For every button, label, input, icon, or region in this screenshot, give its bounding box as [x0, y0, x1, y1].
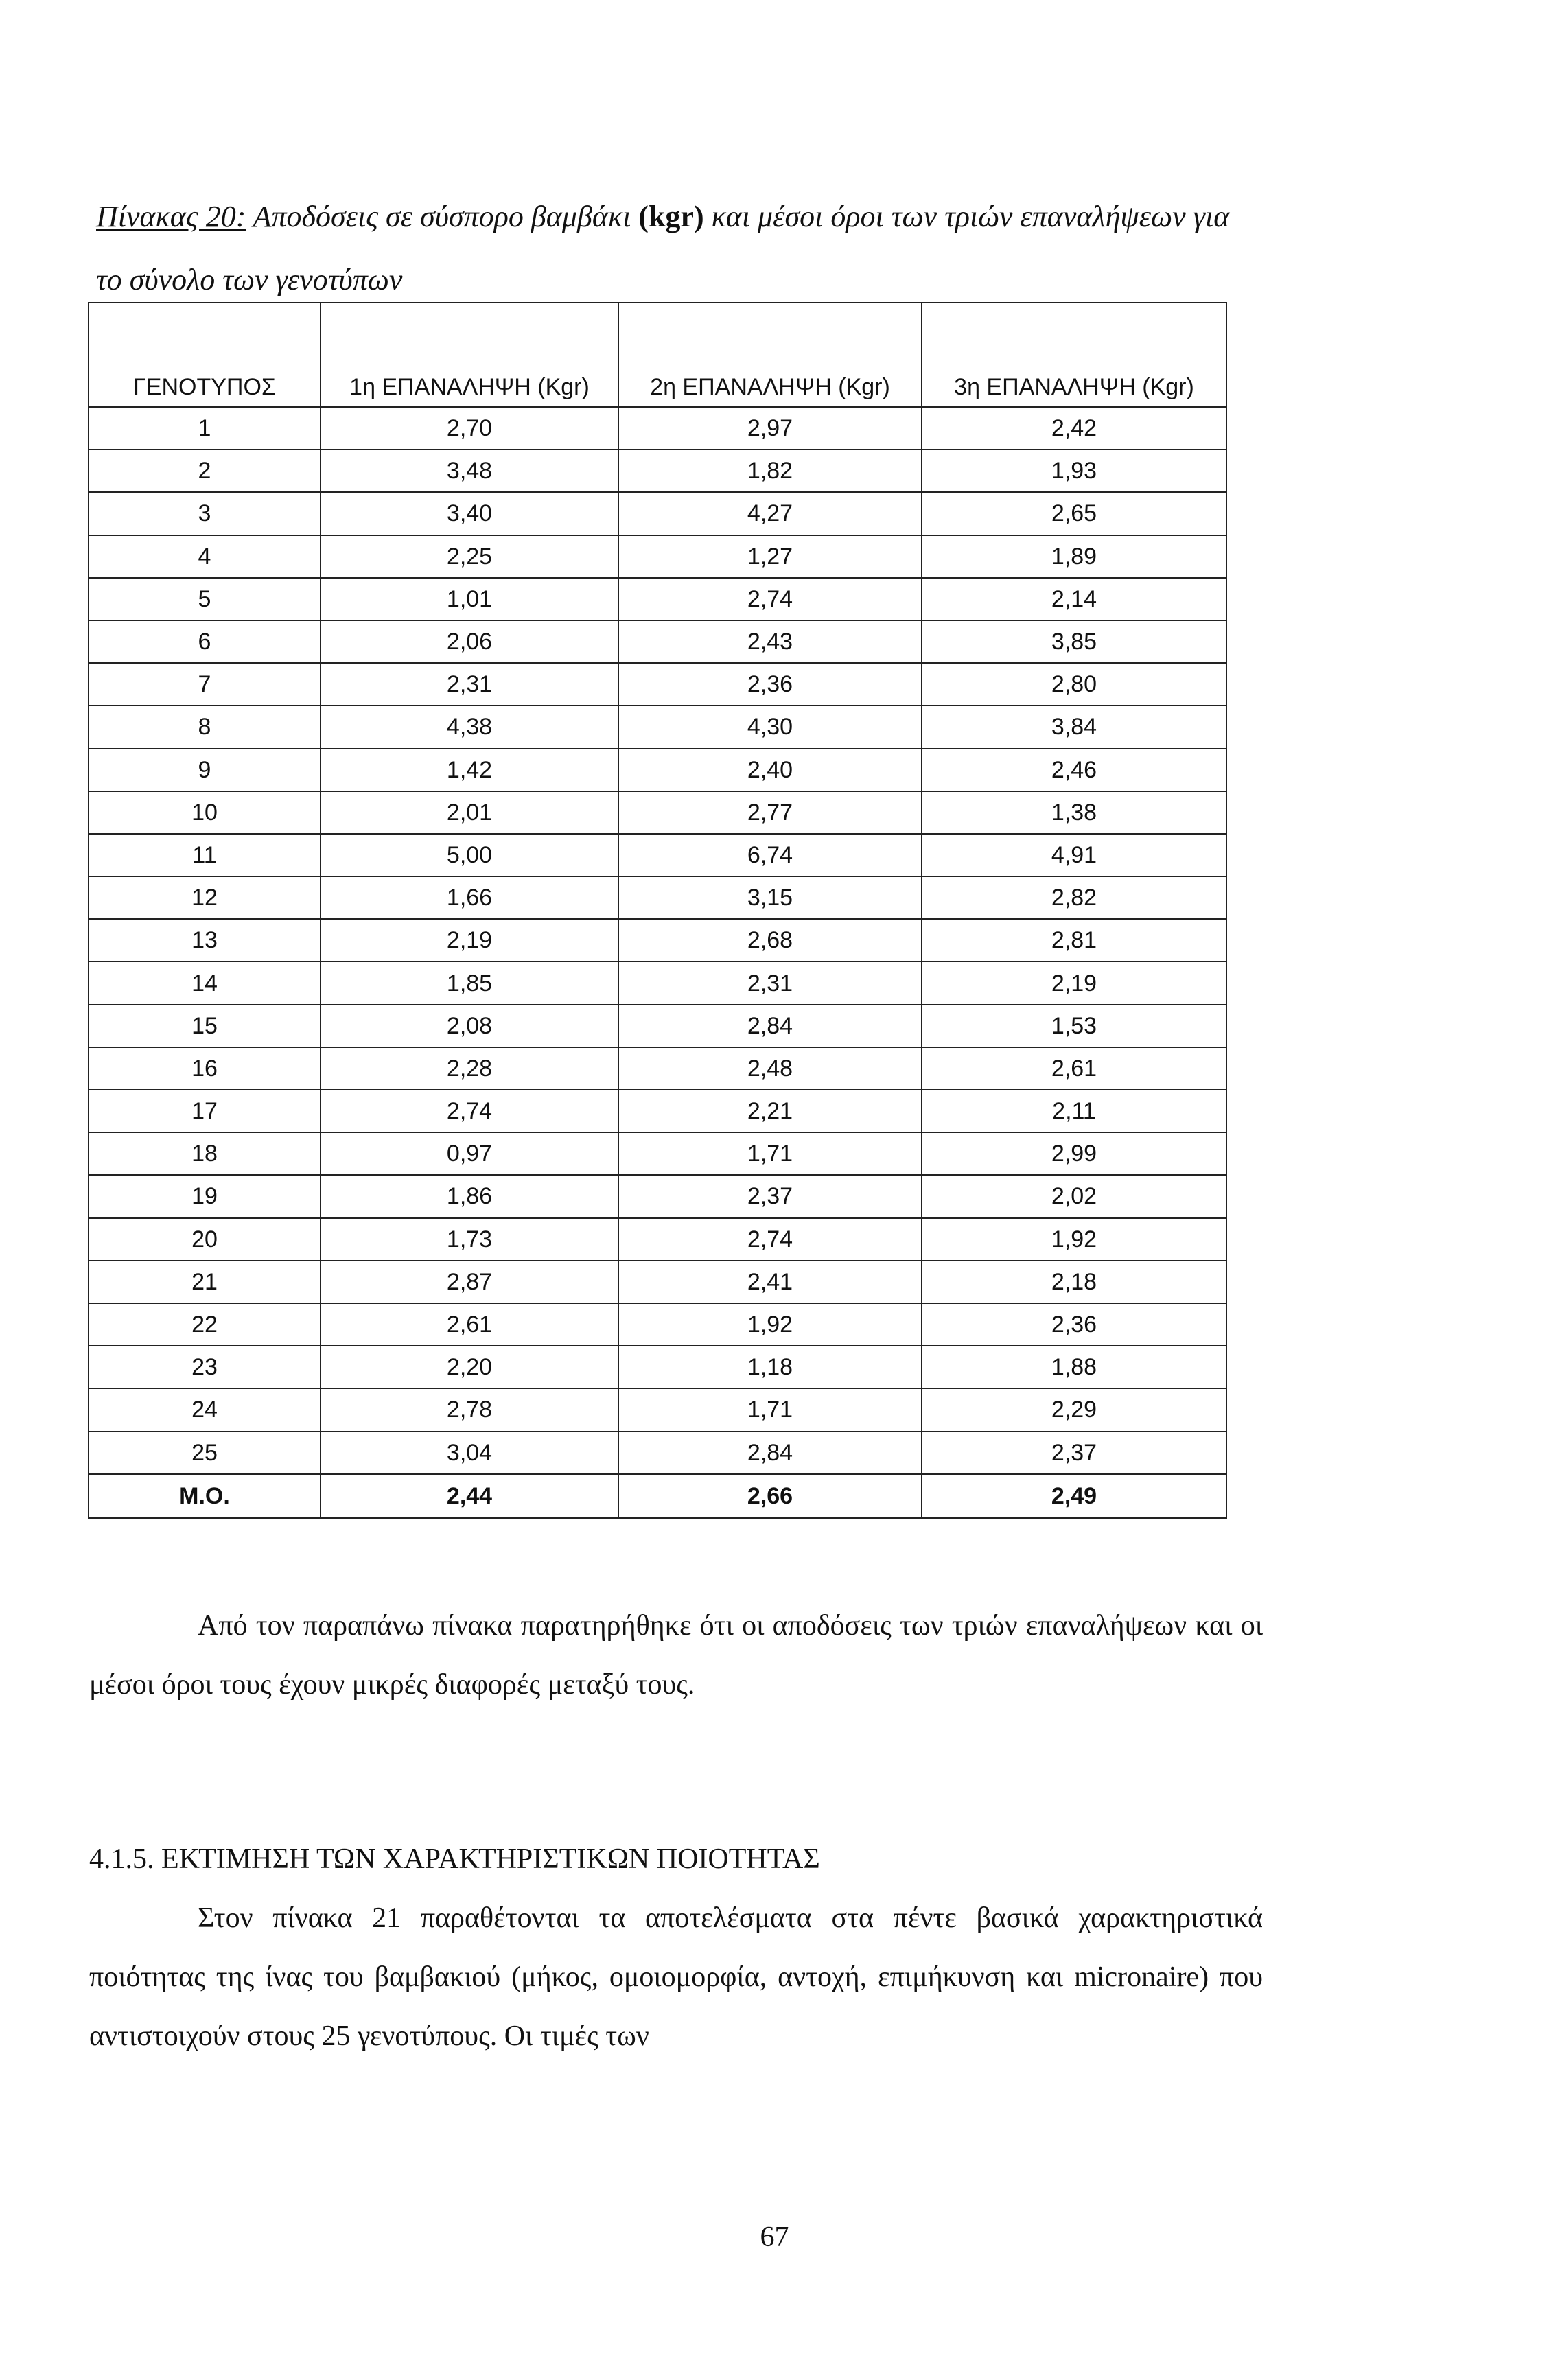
header-genotype: ΓΕΝΟΤΥΠΟΣ	[89, 303, 321, 407]
cell-rep1: 2,87	[321, 1261, 618, 1303]
cell-genotype: 13	[89, 919, 321, 961]
cell-rep1: 2,78	[321, 1388, 618, 1431]
header-rep2: 2η ΕΠΑΝΑΛΗΨΗ (Kgr)	[618, 303, 922, 407]
cell-rep2: 6,74	[618, 834, 922, 876]
cell-genotype: 22	[89, 1303, 321, 1346]
cell-genotype: 12	[89, 876, 321, 919]
cell-rep3: 2,14	[922, 578, 1226, 620]
page-number: 67	[760, 2221, 789, 2253]
cell-genotype: 10	[89, 791, 321, 834]
cell-rep1: 2,19	[321, 919, 618, 961]
table-row	[89, 1218, 1226, 1261]
yield-table	[88, 302, 1227, 1519]
table-header-row	[89, 303, 1226, 407]
paragraph-results: Από τον παραπάνω πίνακα παρατηρήθηκε ότι οι αποδόσεις των τριών επαναλήψεων και οι μέσοι όροι τους έχουν μικρές διαφορές μεταξύ τους.	[89, 1610, 1263, 1701]
cell-rep3: 1,92	[922, 1218, 1226, 1261]
table-row	[89, 1090, 1226, 1132]
mean-rep1: 2,44	[321, 1474, 618, 1518]
cell-rep1: 2,61	[321, 1303, 618, 1346]
table-caption	[96, 185, 1263, 312]
cell-rep2: 4,30	[618, 705, 922, 748]
cell-rep2: 4,27	[618, 492, 922, 535]
cell-rep1: 2,25	[321, 535, 618, 578]
cell-genotype: 20	[89, 1218, 321, 1261]
cell-rep2: 2,74	[618, 1218, 922, 1261]
table-row	[89, 492, 1226, 535]
cell-rep3: 2,65	[922, 492, 1226, 535]
cell-rep2: 2,41	[618, 1261, 922, 1303]
cell-rep3: 2,81	[922, 919, 1226, 961]
cell-rep2: 1,27	[618, 535, 922, 578]
table-row	[89, 1132, 1226, 1175]
cell-rep2: 2,77	[618, 791, 922, 834]
cell-genotype: 6	[89, 620, 321, 663]
table-row	[89, 407, 1226, 450]
cell-rep3: 2,36	[922, 1303, 1226, 1346]
table-row	[89, 705, 1226, 748]
cell-rep2: 2,74	[618, 578, 922, 620]
cell-rep3: 2,02	[922, 1175, 1226, 1217]
mean-rep2: 2,66	[618, 1474, 922, 1518]
table-row	[89, 1388, 1226, 1431]
table-row	[89, 1432, 1226, 1474]
mean-label: Μ.Ο.	[89, 1474, 321, 1518]
cell-genotype: 5	[89, 578, 321, 620]
cell-rep2: 2,21	[618, 1090, 922, 1132]
cell-rep3: 3,84	[922, 705, 1226, 748]
cell-genotype: 2	[89, 450, 321, 492]
paragraph-quality: Στον πίνακα 21 παραθέτονται τα αποτελέσματα στα πέντε βασικά χαρακτηριστικά ποιότητας της ίνας του βαμβακιού (μήκος, ομοιομορφία, αντοχή, επιμήκυνση και micronaire) που αντιστοιχούν στους 25 γενοτύπους. Οι τιμές των	[89, 1902, 1263, 2052]
cell-rep1: 3,04	[321, 1432, 618, 1474]
cell-rep1: 4,38	[321, 705, 618, 748]
cell-rep3: 2,29	[922, 1388, 1226, 1431]
cell-rep3: 1,38	[922, 791, 1226, 834]
mean-rep3: 2,49	[922, 1474, 1226, 1518]
cell-rep1: 2,70	[321, 407, 618, 450]
table-row	[89, 791, 1226, 834]
cell-rep2: 1,82	[618, 450, 922, 492]
table-row	[89, 1303, 1226, 1346]
table-row	[89, 1005, 1226, 1047]
cell-rep3: 2,82	[922, 876, 1226, 919]
cell-rep3: 2,18	[922, 1261, 1226, 1303]
cell-rep1: 2,28	[321, 1047, 618, 1090]
cell-rep3: 2,37	[922, 1432, 1226, 1474]
cell-genotype: 8	[89, 705, 321, 748]
table-row	[89, 1261, 1226, 1303]
table-row	[89, 1047, 1226, 1090]
cell-rep2: 1,92	[618, 1303, 922, 1346]
table-row	[89, 450, 1226, 492]
cell-genotype: 17	[89, 1090, 321, 1132]
cell-rep1: 3,48	[321, 450, 618, 492]
cell-rep2: 3,15	[618, 876, 922, 919]
cell-rep1: 1,42	[321, 749, 618, 791]
cell-rep1: 1,73	[321, 1218, 618, 1261]
cell-rep1: 0,97	[321, 1132, 618, 1175]
table-row	[89, 1175, 1226, 1217]
caption-text-a: Αποδόσεις σε σύσπορο βαμβάκι	[246, 200, 639, 233]
cell-rep1: 5,00	[321, 834, 618, 876]
yield-table-container	[88, 302, 1227, 1519]
table-mean-row	[89, 1474, 1226, 1518]
table-row	[89, 834, 1226, 876]
cell-rep3: 1,93	[922, 450, 1226, 492]
cell-rep3: 2,99	[922, 1132, 1226, 1175]
cell-rep1: 2,06	[321, 620, 618, 663]
table-row	[89, 1346, 1226, 1388]
cell-genotype: 19	[89, 1175, 321, 1217]
table-row	[89, 919, 1226, 961]
table-body	[89, 407, 1226, 1518]
caption-unit: (kgr)	[638, 200, 704, 233]
cell-genotype: 16	[89, 1047, 321, 1090]
cell-rep2: 2,48	[618, 1047, 922, 1090]
cell-rep2: 2,37	[618, 1175, 922, 1217]
cell-genotype: 9	[89, 749, 321, 791]
cell-rep2: 2,36	[618, 663, 922, 705]
cell-rep1: 1,66	[321, 876, 618, 919]
cell-rep1: 2,01	[321, 791, 618, 834]
cell-rep2: 2,43	[618, 620, 922, 663]
section-heading: 4.1.5. ΕΚΤΙΜΗΣΗ ΤΩΝ ΧΑΡΑΚΤΗΡΙΣΤΙΚΩΝ ΠΟΙΟΤΗΤΑΣ	[89, 1843, 820, 1875]
cell-rep1: 1,85	[321, 961, 618, 1004]
table-row	[89, 749, 1226, 791]
header-rep1: 1η ΕΠΑΝΑΛΗΨΗ (Kgr)	[321, 303, 618, 407]
cell-genotype: 3	[89, 492, 321, 535]
cell-rep1: 1,01	[321, 578, 618, 620]
cell-rep3: 1,88	[922, 1346, 1226, 1388]
cell-genotype: 23	[89, 1346, 321, 1388]
cell-rep3: 2,61	[922, 1047, 1226, 1090]
cell-genotype: 14	[89, 961, 321, 1004]
cell-rep3: 4,91	[922, 834, 1226, 876]
cell-rep3: 2,19	[922, 961, 1226, 1004]
cell-genotype: 25	[89, 1432, 321, 1474]
cell-rep1: 1,86	[321, 1175, 618, 1217]
cell-rep3: 2,11	[922, 1090, 1226, 1132]
cell-rep2: 2,40	[618, 749, 922, 791]
table-row	[89, 620, 1226, 663]
cell-genotype: 4	[89, 535, 321, 578]
cell-genotype: 15	[89, 1005, 321, 1047]
cell-rep2: 2,68	[618, 919, 922, 961]
cell-genotype: 7	[89, 663, 321, 705]
cell-rep1: 2,20	[321, 1346, 618, 1388]
header-rep3: 3η ΕΠΑΝΑΛΗΨΗ (Kgr)	[922, 303, 1226, 407]
cell-genotype: 1	[89, 407, 321, 450]
cell-rep2: 2,31	[618, 961, 922, 1004]
cell-genotype: 11	[89, 834, 321, 876]
cell-rep2: 2,97	[618, 407, 922, 450]
cell-rep2: 1,71	[618, 1388, 922, 1431]
caption-text-b: και μέσοι όροι των τριών επαναλήψεων για το σύνολο των γενοτύπων	[96, 200, 1230, 296]
cell-rep2: 2,84	[618, 1005, 922, 1047]
table-row	[89, 535, 1226, 578]
cell-rep2: 1,71	[618, 1132, 922, 1175]
table-row	[89, 961, 1226, 1004]
table-row	[89, 663, 1226, 705]
caption-label: Πίνακας 20:	[96, 200, 246, 233]
cell-rep1: 2,74	[321, 1090, 618, 1132]
cell-rep1: 3,40	[321, 492, 618, 535]
cell-rep3: 3,85	[922, 620, 1226, 663]
cell-rep3: 2,80	[922, 663, 1226, 705]
cell-rep3: 2,46	[922, 749, 1226, 791]
cell-rep1: 2,08	[321, 1005, 618, 1047]
table-row	[89, 876, 1226, 919]
cell-rep1: 2,31	[321, 663, 618, 705]
cell-genotype: 24	[89, 1388, 321, 1431]
cell-rep3: 1,89	[922, 535, 1226, 578]
cell-rep2: 2,84	[618, 1432, 922, 1474]
cell-genotype: 18	[89, 1132, 321, 1175]
cell-genotype: 21	[89, 1261, 321, 1303]
table-row	[89, 578, 1226, 620]
cell-rep3: 1,53	[922, 1005, 1226, 1047]
cell-rep2: 1,18	[618, 1346, 922, 1388]
cell-rep3: 2,42	[922, 407, 1226, 450]
